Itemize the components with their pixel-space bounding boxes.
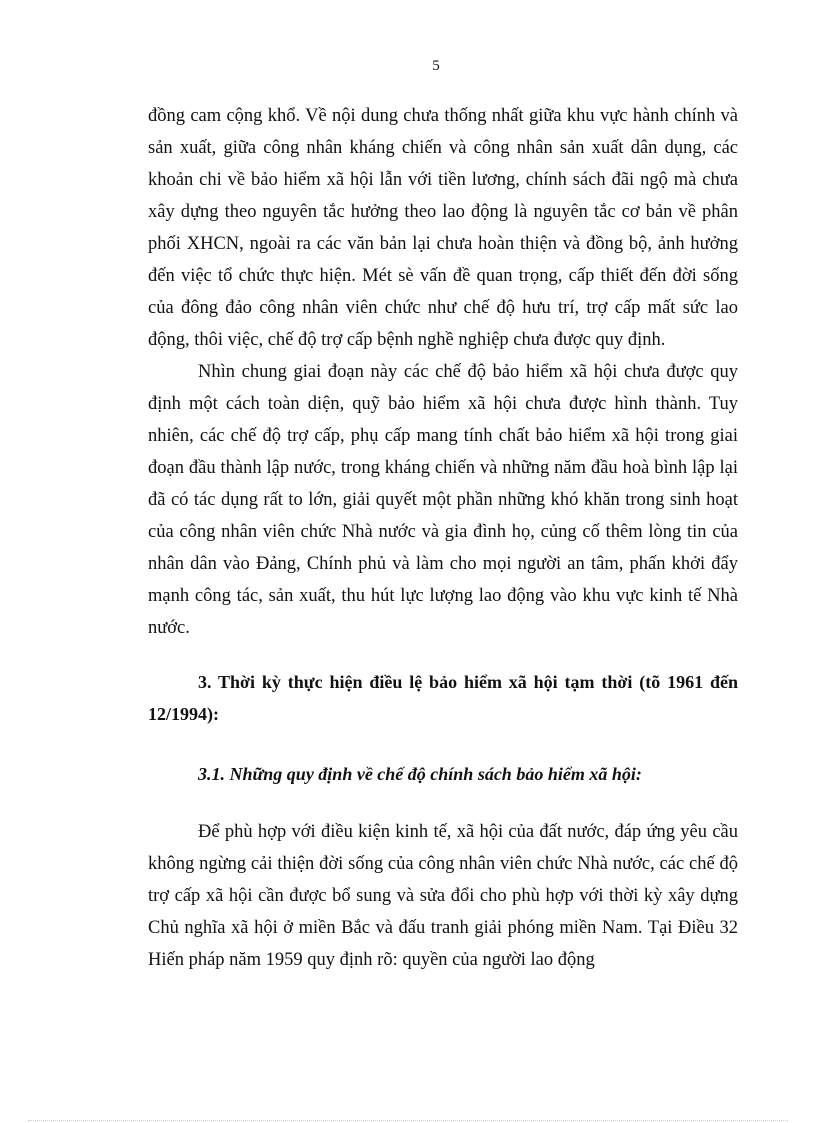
paragraph-summary: Nhìn chung giai đoạn này các chế độ bảo hiểm xã hội chưa được quy định một cách toàn diện, quỹ bảo hiểm xã hội chưa được hình thành. Tuy nhiên, các chế độ trợ cấp, phụ cấp mang tính chất bảo hiểm xã hội trong giai đoạn đầu thành lập nước, trong kháng chiến và những năm đầu hoà bình lập lại đã có tác dụng rất to lớn, giải quyết một phần những khó khăn trong sinh hoạt của công nhân viên chức Nhà nước và gia đình họ, củng cố thêm lòng tin của nhân dân vào Đảng, Chính phủ và làm cho mọi người an tâm, phấn khởi đẩy mạnh công tác, sản xuất, thu hút lực lượng lao động vào khu vực kinh tế Nhà nước. (148, 362, 738, 638)
page-number: 5 (432, 58, 440, 74)
page-bottom-divider (28, 1120, 788, 1121)
section-heading-3: 3. Thời kỳ thực hiện điều lệ bảo hiểm xã hội tạm thời (tõ 1961 đến 12/1994): (148, 672, 738, 724)
body-text (148, 100, 738, 976)
paragraph-constitution: Để phù hợp với điều kiện kinh tế, xã hội của đất nước, đáp ứng yêu cầu không ngừng cải thiện đời sống của công nhân viên chức Nhà nước, các chế độ trợ cấp xã hội cần được bổ sung và sửa đổi cho phù hợp với thời kỳ xây dựng Chủ nghĩa xã hội ở miền Bắc và đấu tranh giải phóng miền Nam. Tại Điều 32 Hiến pháp năm 1959 quy định rõ: quyền của người lao động (148, 822, 738, 970)
paragraph-continuation: đồng cam cộng khổ. Về nội dung chưa thống nhất giữa khu vực hành chính và sản xuất, giữa công nhân kháng chiến và công nhân sản xuất dân dụng, các khoản chi về bảo hiểm xã hội lẫn với tiền lương, chính sách đãi ngộ mà chưa xây dựng theo nguyên tắc hưởng theo lao động là nguyên tắc cơ bản về phân phối XHCN, ngoài ra các văn bản lại chưa hoàn thiện và đồng bộ, ảnh hưởng đến việc tổ chức thực hiện. Mét sè vấn đề quan trọng, cấp thiết đến đời sống của đông đảo công nhân viên chức như chế độ hưu trí, trợ cấp mất sức lao động, thôi việc, chế độ trợ cấp bệnh nghề nghiệp chưa được quy định. (148, 106, 738, 350)
subsection-heading-3-1: 3.1. Những quy định về chế độ chính sách bảo hiểm xã hội: (198, 764, 642, 784)
